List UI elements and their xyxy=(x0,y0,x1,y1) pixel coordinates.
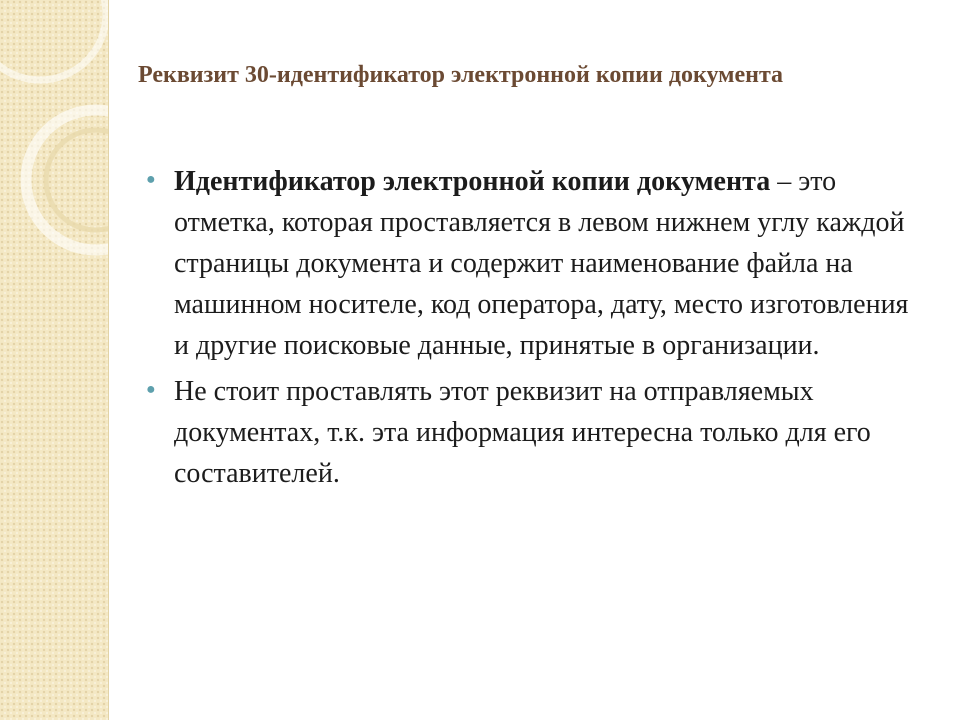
bullet-dot-icon: ● xyxy=(146,381,156,398)
slide-title: Реквизит 30-идентификатор электронной копии документа xyxy=(138,62,784,88)
bullet-term: Идентификатор электронной копии документа xyxy=(174,166,771,197)
ring-ornament xyxy=(0,0,108,720)
bullet-text: Не стоит проставлять этот реквизит на отправляемых документах, т.к. эта информация интересна только для его составителей. xyxy=(174,376,871,489)
bullet-text: – это отметка, которая проставляется в левом нижнем углу каждой страницы документа и содержит наименование файла на машинном носителе, код оператора, дату, место изготовления и другие поисковые данные, принятые в организации. xyxy=(174,166,909,361)
bullet-item-definition xyxy=(146,161,926,366)
bullet-item-note xyxy=(146,371,926,494)
bullet-dot-icon: ● xyxy=(146,171,156,188)
decorative-side-panel xyxy=(0,0,109,720)
bullet-list xyxy=(146,161,926,499)
